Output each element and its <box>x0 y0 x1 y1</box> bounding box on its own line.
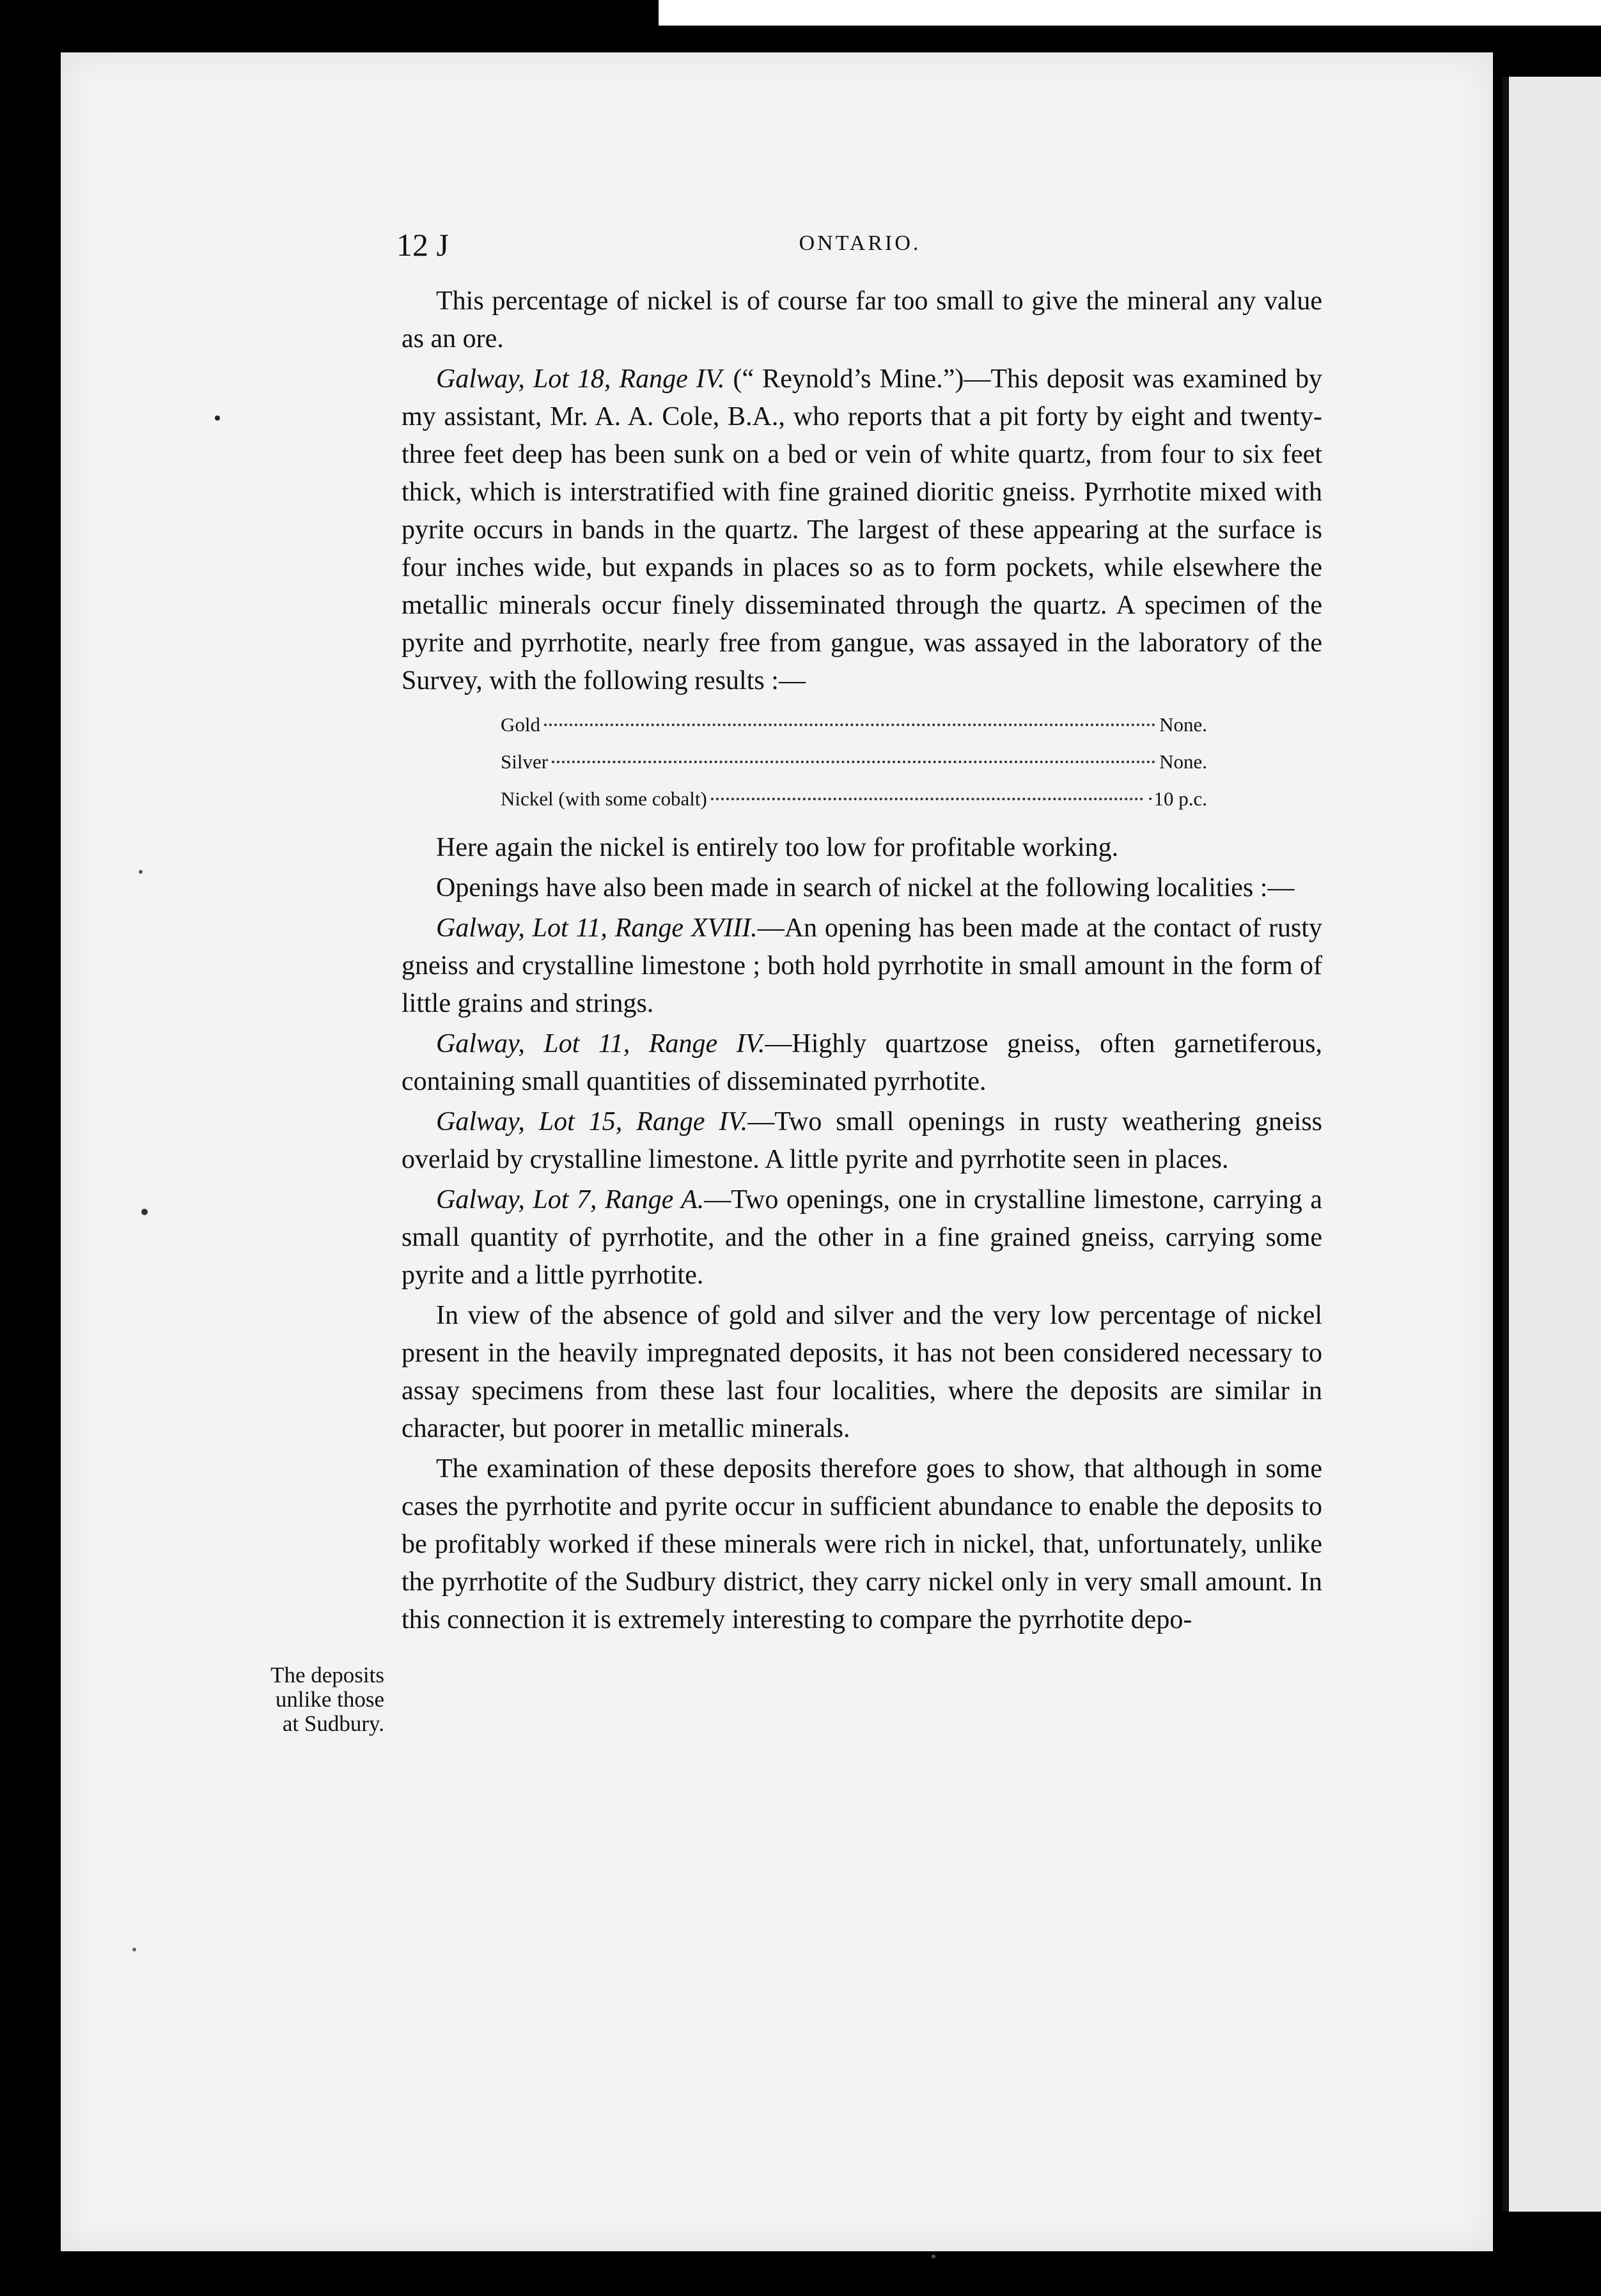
paragraph-text: —An opening has been made at the contact of rusty gneiss and crystalline limestone ; both hold pyrrhotite in small amount in the form of little grains and strings. <box>402 913 1322 1018</box>
paragraph-text: —Two small openings in rusty weathering gneiss overlaid by crystalline limestone. A little pyrite and pyrrhotite seen in places. <box>402 1107 1323 1174</box>
paragraph: Here again the nickel is entirely too low for profitable working. <box>436 833 1119 862</box>
paragraph: This percentage of nickel is of course far too small to give the mineral any value as an ore. <box>402 286 1322 353</box>
assay-results <box>501 706 1207 818</box>
page-number: 12 J <box>396 227 449 263</box>
assay-element: Silver <box>501 750 549 773</box>
paragraph <box>402 1103 1322 1179</box>
paragraph-text: —Two openings, one in crystalline limestone, carrying a small quantity of pyrrhotite, and the other in a fine grained gneiss, carrying some pyrite and a little pyrrhotite. <box>402 1185 1322 1290</box>
paragraph-text: —Highly quartzose gneiss, often garnetiferous, containing small quantities of disseminated pyrrhotite. <box>402 1029 1322 1096</box>
assay-row <box>501 743 1207 780</box>
locality-reference: Galway, Lot 11, Range XVIII. <box>436 913 758 943</box>
assay-row <box>501 706 1207 743</box>
paragraph <box>402 1025 1322 1101</box>
locality-reference: Galway, Lot 15, Range IV. <box>436 1107 748 1136</box>
paragraph: In view of the absence of gold and silver and the very low percentage of nickel present in the heavily impregnated deposits, it has not been considered necessary to assay specimens from these last four localities, where the deposits are similar in character, but poorer in metallic minerals. <box>402 1301 1322 1443</box>
paragraph <box>402 910 1322 1023</box>
assay-element: Gold <box>501 713 540 736</box>
assay-value: None. <box>1159 750 1207 773</box>
dot-leader <box>552 761 1155 763</box>
assay-element: Nickel (with some cobalt) <box>501 787 707 810</box>
locality-reference: Galway, Lot 11, Range IV. <box>436 1029 765 1059</box>
locality-reference: Galway, Lot 7, Range A. <box>436 1185 705 1214</box>
page-header <box>396 226 1324 265</box>
assay-value: None. <box>1159 713 1207 736</box>
assay-value: ·10 p.c. <box>1147 787 1207 810</box>
paragraph-text: (“ Reynold’s Mine.”)—This deposit was examined by my assistant, Mr. A. A. Cole, B.A., who reports that a pit forty by eight and twenty-three feet deep has been sunk on a bed or vein of white quartz, from four to six feet thick, which is interstratified with fine grained dioritic gneiss. Pyrrhotite mixed with pyrite occurs in bands in the quartz. The largest of these appearing at the surface is four inches wide, but expands in places so as to form pockets, while elsewhere the metallic minerals occur finely disseminated through the quartz. A specimen of the pyrite and pyrrhotite, nearly free from gangue, was assayed in the laboratory of the Survey, with the following results :— <box>402 364 1323 695</box>
paragraph: The examination of these deposits therefore goes to show, that although in some cases the pyrrhotite and pyrite occur in sufficient abundance to enable the deposits to be profitably worked if these minerals were rich in nickel, that, unfortunately, unlike the pyrrhotite of the Sudbury district, they carry nickel only in very small amount. In this connection it is extremely interesting to compare the pyrrhotite depo- <box>402 1454 1322 1634</box>
margin-note-line: The deposits <box>270 1663 384 1687</box>
margin-note-line: unlike those <box>275 1687 384 1712</box>
paragraph <box>402 361 1322 700</box>
assay-row <box>501 780 1207 818</box>
running-title: ONTARIO. <box>799 231 921 255</box>
margin-note-line: at Sudbury. <box>282 1711 384 1736</box>
dot-leader <box>711 798 1143 800</box>
dot-leader <box>544 724 1155 726</box>
paragraph <box>402 1181 1322 1294</box>
paragraph: Openings have also been made in search of nickel at the following localities :— <box>436 873 1295 903</box>
margin-note <box>240 1663 384 1736</box>
locality-reference: Galway, Lot 18, Range IV. <box>436 364 725 394</box>
body-text <box>402 283 1322 1641</box>
